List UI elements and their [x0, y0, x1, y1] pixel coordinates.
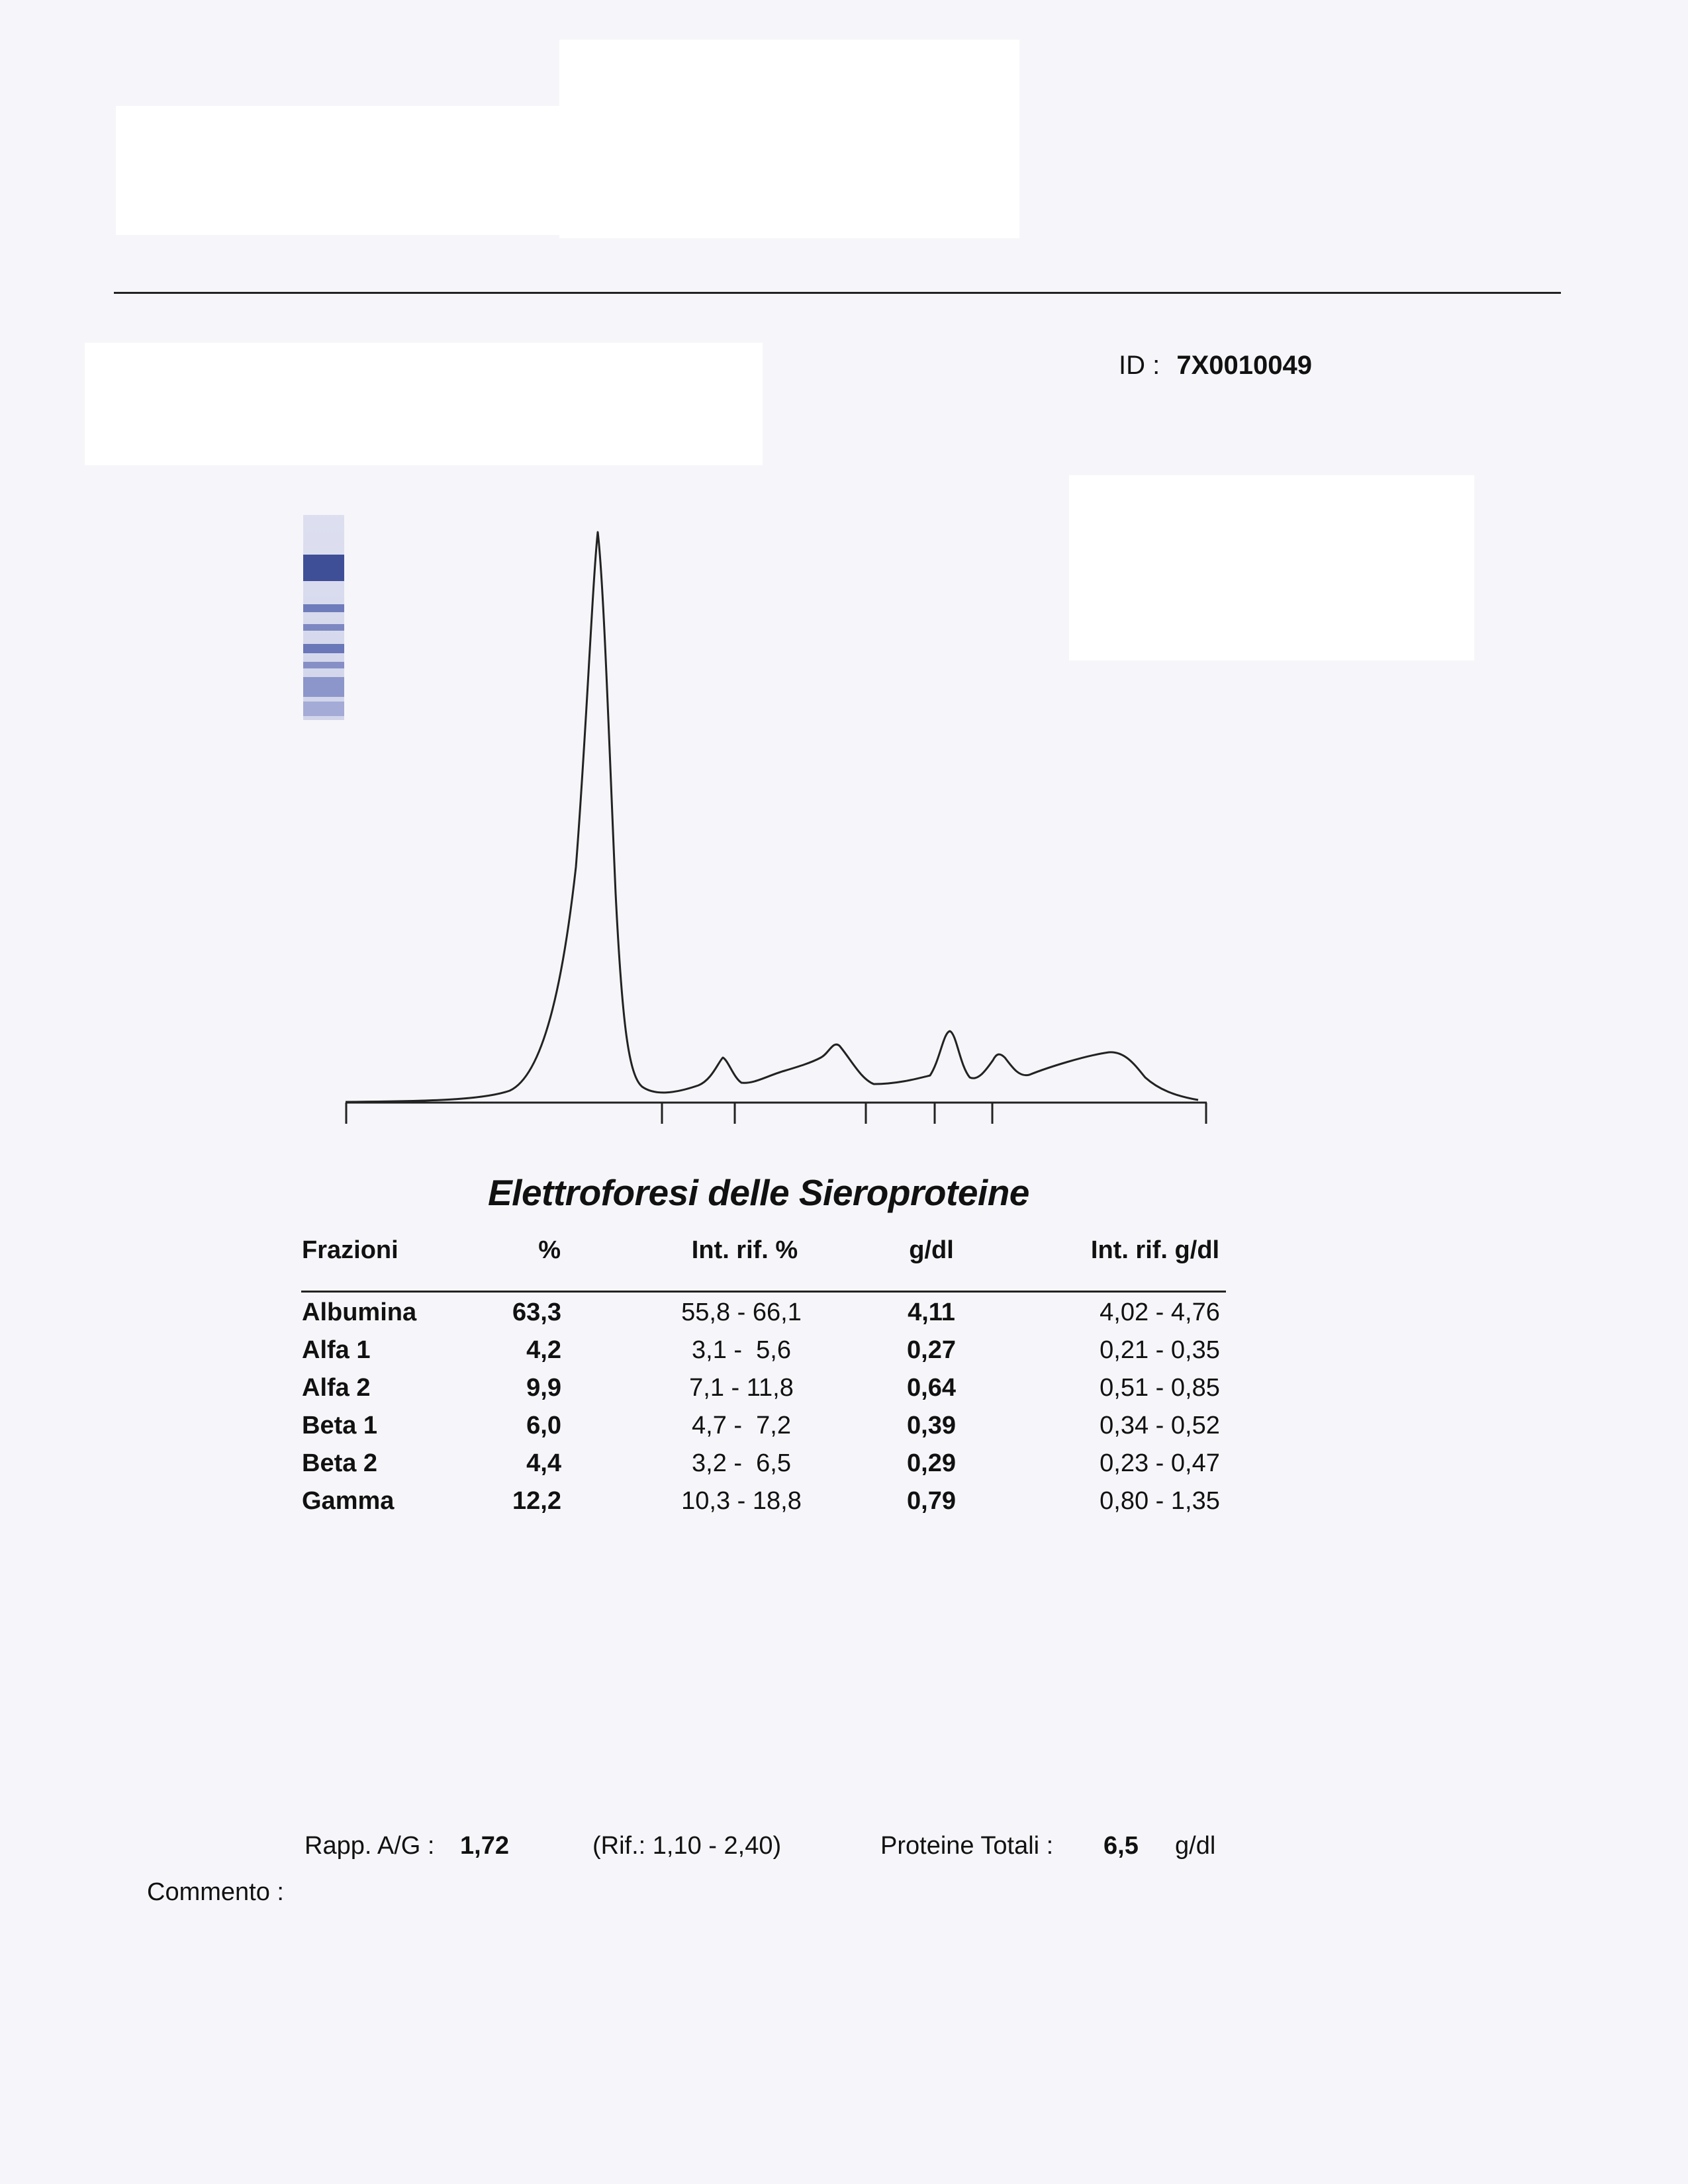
ag-ratio-value: 1,72 [460, 1832, 509, 1860]
ag-ratio-label: Rapp. A/G : [305, 1832, 435, 1860]
header-divider [114, 292, 1561, 294]
fraction-percent: 12,2 [512, 1487, 561, 1515]
column-header-percent: % [538, 1236, 561, 1264]
fraction-name: Beta 2 [302, 1449, 378, 1477]
fraction-gdl: 4,11 [908, 1298, 955, 1326]
redacted-patient-info [85, 343, 763, 465]
fraction-percent: 4,4 [526, 1449, 561, 1477]
table-row [0, 1412, 1688, 1449]
fraction-gdl: 0,79 [907, 1487, 956, 1515]
table-row [0, 1449, 1688, 1486]
fraction-percent: 6,0 [526, 1412, 561, 1439]
fraction-ref-gdl: 0,51 - 0,85 [1100, 1374, 1220, 1402]
fraction-percent: 9,9 [526, 1374, 561, 1402]
comment-label: Commento : [147, 1878, 284, 1906]
table-row [0, 1487, 1688, 1524]
densitometry-plot [331, 523, 1225, 1152]
column-header-ref-gdl: Int. rif. g/dl [1090, 1236, 1220, 1264]
fraction-ref-gdl: 0,34 - 0,52 [1100, 1412, 1220, 1439]
fraction-name: Gamma [302, 1487, 395, 1515]
fraction-gdl: 0,39 [907, 1412, 956, 1439]
fraction-name: Albumina [302, 1298, 417, 1326]
table-row [0, 1374, 1688, 1411]
fraction-ref-gdl: 4,02 - 4,76 [1100, 1298, 1220, 1326]
sample-id-label: ID : [1119, 351, 1160, 380]
sample-id-value: 7X0010049 [1176, 351, 1313, 380]
fraction-name: Alfa 2 [302, 1374, 371, 1402]
fractions-table-header [0, 1236, 1688, 1273]
fraction-ref-percent: 7,1 - 11,8 [689, 1374, 794, 1402]
electrophoresis-title: Elettroforesi delle Sieroproteine [488, 1172, 1029, 1213]
column-header-fraction: Frazioni [302, 1236, 399, 1264]
fraction-gdl: 0,64 [907, 1374, 956, 1402]
fraction-ref-percent: 3,1 - 5,6 [692, 1336, 791, 1364]
table-row [0, 1336, 1688, 1373]
fraction-ref-percent: 3,2 - 6,5 [692, 1449, 791, 1477]
fraction-name: Beta 1 [302, 1412, 378, 1439]
fraction-ref-percent: 4,7 - 7,2 [692, 1412, 791, 1439]
fraction-ref-gdl: 0,80 - 1,35 [1100, 1487, 1220, 1515]
fraction-name: Alfa 1 [302, 1336, 371, 1364]
densitometry-curve [346, 532, 1198, 1102]
fraction-ref-percent: 10,3 - 18,8 [681, 1487, 802, 1515]
fraction-percent: 63,3 [512, 1298, 561, 1326]
total-protein-label: Proteine Totali : [880, 1832, 1054, 1860]
ag-ratio-reference: (Rif.: 1,10 - 2,40) [592, 1832, 782, 1860]
total-protein-value: 6,5 [1103, 1832, 1139, 1860]
column-header-gdl: g/dl [909, 1236, 954, 1264]
fraction-gdl: 0,29 [907, 1449, 956, 1477]
sample-id [1119, 351, 1312, 381]
fraction-gdl: 0,27 [907, 1336, 956, 1364]
fraction-boundaries [346, 1103, 1207, 1124]
total-protein-unit: g/dl [1175, 1832, 1216, 1860]
fraction-ref-percent: 55,8 - 66,1 [681, 1298, 802, 1326]
column-header-ref-percent: Int. rif. % [691, 1236, 798, 1264]
fraction-ref-gdl: 0,21 - 0,35 [1100, 1336, 1220, 1364]
fraction-percent: 4,2 [526, 1336, 561, 1364]
redacted-header-large [116, 106, 1019, 235]
table-row [0, 1298, 1688, 1336]
table-header-rule [301, 1291, 1226, 1293]
fraction-ref-gdl: 0,23 - 0,47 [1100, 1449, 1220, 1477]
